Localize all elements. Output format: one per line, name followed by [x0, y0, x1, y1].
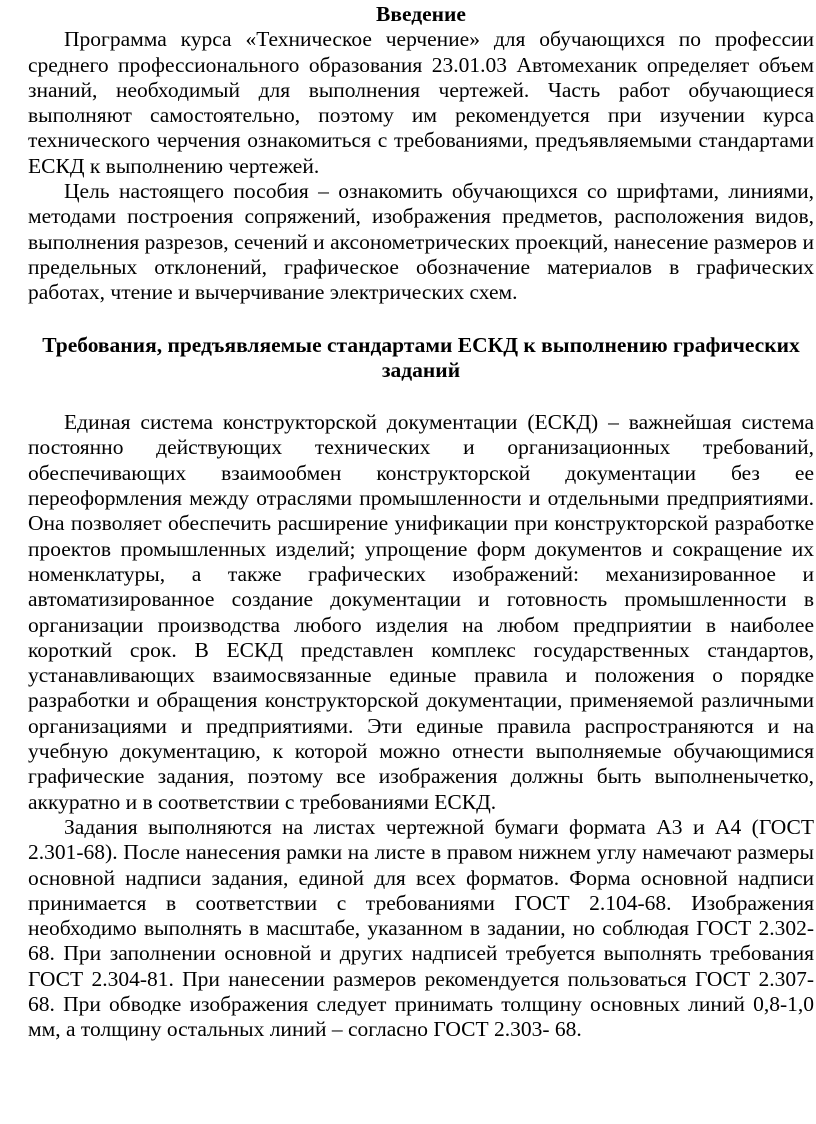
section-title: Требования, предъявляемые стандартами ЕСКД к выполнению графических заданий: [42, 332, 800, 382]
document-page: [28, 0, 814, 1043]
document-title: Введение: [376, 2, 466, 26]
intro-paragraph-1: Программа курса «Техническое черчение» для обучающихся по профессии среднего профессионального образования 23.01.03 Автомеханик определяет объем знаний, необходимый для выполнения чертежей. Часть работ обучающиеся выполняют самостоятельно, поэтому им рекомендуется при изучении курса технического черчения ознакомиться с требованиями, предъявляемыми стандартами ЕСКД к выполнению чертежей.: [28, 27, 814, 178]
section-paragraph-1: Единая система конструкторской документации (ЕСКД) – важнейшая система постоянно действующих технических и организационных требований, обеспечивающих взаимообмен конструкторской документации без ее переоформления между отраслями промышленности и отдельными предприятиями. Она позволяет обеспечить расширение унификации при конструкторской разработке проектов промышленных изделий; упрощение форм документов и сокращение их номенклатуры, а также графических изображений: механизированное и автоматизированное создание документации и готовность промышленности в организации производства любого изделия на любом предприятии в наиболее короткий срок. В ЕСКД представлен комплекс государственных стандартов, устанавливающих взаимосвязанные единые правила и положения о порядке разработки и обращения конструкторской документации, применяемой различными организациями и предприятиями. Эти единые правила распространяются и на учебную документацию, к которой можно отнести выполняемые обучающимися графические задания, поэтому все изображения должны быть выполненычетко, аккуратно и в соответствии с требованиями ЕСКД.: [28, 410, 814, 814]
section-paragraph-2: Задания выполняются на листах чертежной бумаги формата А3 и А4 (ГОСТ 2.301-68). После нанесения рамки на листе в правом нижнем углу намечают размеры основной надписи задания, единой для всех форматов. Форма основной надписи принимается в соответствии с требованиями ГОСТ 2.104-68. Изображения необходимо выполнять в масштабе, указанном в задании, но соблюдая ГОСТ 2.302-68. При заполнении основной и других надписей требуется выполнять требования ГОСТ 2.304-81. При нанесении размеров рекомендуется пользоваться ГОСТ 2.307-68. При обводке изображения следует принимать толщину основных линий 0,8-1,0 мм, а толщину остальных линий – согласно ГОСТ 2.303- 68.: [28, 814, 814, 1042]
intro-paragraph-2: Цель настоящего пособия – ознакомить обучающихся со шрифтами, линиями, методами построения сопряжений, изображения предметов, расположения видов, выполнения разрезов, сечений и аксонометрических проекций, нанесение размеров и предельных отклонений, графическое обозначение материалов в графических работах, чтение и вычерчивание электрических схем.: [28, 179, 814, 305]
